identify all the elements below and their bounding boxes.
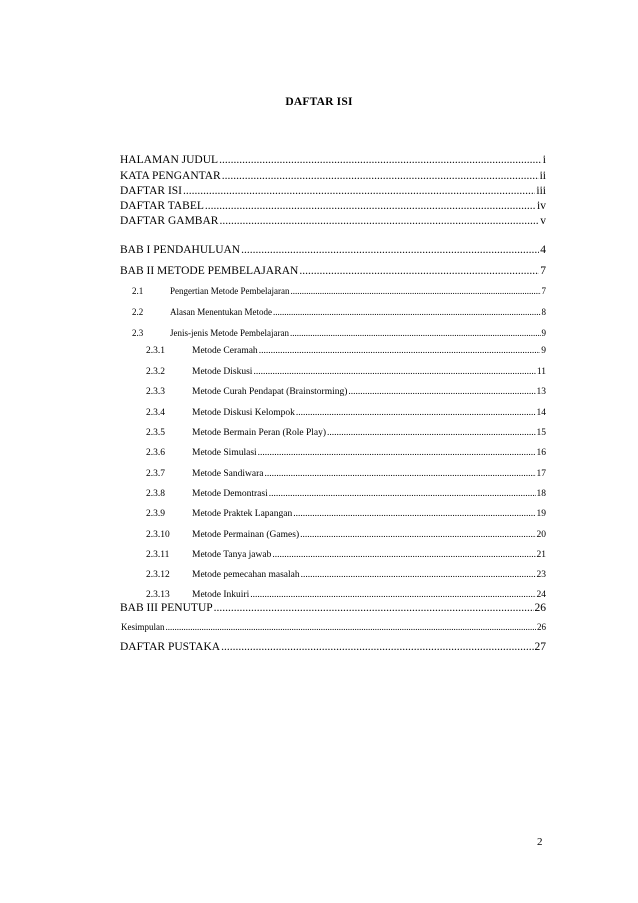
toc-entry-page: 26 (537, 622, 546, 632)
toc-entry-bab-3 (120, 602, 546, 614)
toc-entry-label: DAFTAR TABEL (120, 200, 204, 212)
toc-entry-label: Metode Praktek Lapangan (192, 509, 293, 519)
toc-subsection-2-3-5 (146, 428, 546, 438)
toc-subsection-2-3-4 (146, 408, 546, 418)
toc-entry-label: Metode Sandiwara (192, 469, 264, 479)
dot-leader (166, 622, 537, 632)
toc-entry-daftar-isi (120, 185, 546, 197)
toc-entry-page: 14 (536, 408, 546, 418)
toc-entry-label: HALAMAN JUDUL (120, 154, 219, 166)
toc-entry-label: Metode Ceramah (192, 346, 258, 356)
toc-entry-number: 2.3.12 (146, 570, 170, 580)
toc-entry-daftar-tabel (120, 200, 546, 212)
dot-leader (327, 428, 535, 438)
toc-entry-page: 9 (541, 346, 546, 356)
toc-entry-page: 8 (541, 307, 546, 317)
toc-entry-page: 24 (536, 590, 546, 600)
toc-entry-page: 7 (540, 265, 546, 277)
toc-entry-label: Alasan Menentukan Metode (170, 307, 272, 317)
toc-entry-page: 15 (536, 428, 546, 438)
toc-entry-page: 18 (536, 489, 546, 499)
toc-subsection-2-3-7 (146, 469, 546, 479)
dot-leader (219, 154, 542, 166)
toc-entry-label: Metode Tanya jawab (192, 550, 272, 560)
toc-entry-bab-2 (120, 265, 546, 277)
toc-entry-label: Metode pemecahan masalah (192, 570, 300, 580)
toc-subsection-2-3-3 (146, 387, 546, 397)
toc-entry-number: 2.3.6 (146, 448, 165, 458)
dot-leader (258, 448, 536, 458)
toc-entry-label: Metode Curah Pendapat (Brainstorming) (192, 387, 348, 397)
toc-entry-page: 21 (536, 550, 546, 560)
toc-entry-number: 2.2 (132, 307, 144, 317)
toc-entry-label: BAB I PENDAHULUAN (120, 244, 241, 256)
toc-subsection-2-3-13 (146, 590, 546, 600)
toc-entry-label: Pengertian Metode Pembelajaran (170, 286, 290, 296)
toc-entry-page: 19 (536, 509, 546, 519)
toc-section-2-3 (120, 328, 546, 338)
toc-entry-page: i (542, 154, 546, 166)
toc-entry-page: ii (539, 170, 546, 182)
toc-entry-number: 2.3.7 (146, 469, 165, 479)
toc-entry-page: 11 (536, 367, 546, 377)
toc-entry-page: 13 (536, 387, 546, 397)
dot-leader (241, 244, 539, 256)
toc-entry-number: 2.3 (132, 328, 144, 338)
dot-leader (250, 590, 535, 600)
toc-entry-page: 26 (534, 602, 546, 614)
toc-entry-label: DAFTAR ISI (120, 185, 183, 197)
toc-entry-number: 2.3.11 (146, 550, 170, 560)
toc-entry-page: 9 (541, 328, 546, 338)
toc-entry-label: Metode Inkuiri (192, 590, 250, 600)
toc-entry-number: 2.3.8 (146, 489, 165, 499)
dot-leader (219, 215, 539, 227)
toc-entry-number: 2.3.1 (146, 346, 165, 356)
toc-entry-number: 2.3.4 (146, 408, 165, 418)
toc-entry-page: 4 (540, 244, 546, 256)
toc-entry-page: 20 (536, 530, 546, 540)
toc-entry-page: 27 (534, 641, 546, 653)
toc-entry-page: v (540, 215, 546, 227)
dot-leader (293, 509, 535, 519)
toc-entry-label: Metode Permainan (Games) (192, 530, 300, 540)
dot-leader (301, 570, 536, 580)
dot-leader (253, 367, 535, 377)
dot-leader (183, 185, 535, 197)
dot-leader (348, 387, 535, 397)
dot-leader (273, 307, 541, 317)
toc-entry-halaman-judul (120, 154, 546, 166)
toc-entry-label: Metode Simulasi (192, 448, 257, 458)
toc-section-kesimpulan (120, 622, 546, 632)
toc-entry-number: 2.3.3 (146, 387, 165, 397)
toc-entry-label: Metode Diskusi Kelompok (192, 408, 295, 418)
toc-entry-label: DAFTAR PUSTAKA (120, 641, 221, 653)
toc-subsection-2-3-9 (146, 509, 546, 519)
toc-subsection-2-3-1 (146, 346, 546, 356)
toc-entry-page: 23 (536, 570, 546, 580)
toc-entry-number: 2.3.10 (146, 530, 170, 540)
toc-entry-page: 16 (536, 448, 546, 458)
dot-leader (299, 265, 539, 277)
toc-entry-label: DAFTAR GAMBAR (120, 215, 219, 227)
toc-entry-kata-pengantar (120, 170, 546, 182)
toc-subsection-2-3-11 (146, 550, 546, 560)
toc-subsection-2-3-6 (146, 448, 546, 458)
toc-entry-label: KATA PENGANTAR (120, 170, 221, 182)
toc-section-2-1 (120, 286, 546, 296)
toc-entry-label: Metode Diskusi (192, 367, 253, 377)
toc-entry-label: BAB III PENUTUP (120, 602, 213, 614)
dot-leader (221, 641, 533, 653)
toc-section-2-2 (120, 307, 546, 317)
toc-entry-number: 2.3.2 (146, 367, 165, 377)
toc-subsection-2-3-12 (146, 570, 546, 580)
toc-entry-bab-1 (120, 244, 546, 256)
toc-subsection-2-3-10 (146, 530, 546, 540)
dot-leader (290, 328, 541, 338)
dot-leader (296, 408, 536, 418)
page-title: DAFTAR ISI (285, 96, 353, 108)
toc-entry-number: 2.3.13 (146, 590, 170, 600)
toc-entry-number: 2.3.9 (146, 509, 165, 519)
dot-leader (259, 346, 541, 356)
dot-leader (265, 469, 536, 479)
dot-leader (290, 286, 540, 296)
toc-entry-page: iv (537, 200, 546, 212)
toc-entry-daftar-pustaka (120, 641, 546, 653)
dot-leader (269, 489, 536, 499)
dot-leader (222, 170, 539, 182)
toc-entry-daftar-gambar (120, 215, 546, 227)
toc-entry-label: BAB II METODE PEMBELAJARAN (120, 265, 299, 277)
toc-subsection-2-3-8 (146, 489, 546, 499)
toc-entry-number: 2.1 (132, 286, 144, 296)
toc-entry-label: Metode Demontrasi (192, 489, 268, 499)
dot-leader (300, 530, 535, 540)
dot-leader (205, 200, 536, 212)
toc-entry-label: Kesimpulan (121, 622, 165, 632)
toc-entry-label: Jenis-jenis Metode Pembelajaran (170, 328, 289, 338)
toc-entry-page: 17 (536, 469, 546, 479)
dot-leader (214, 602, 534, 614)
page-number: 2 (537, 836, 543, 848)
toc-entry-number: 2.3.5 (146, 428, 165, 438)
toc-entry-label: Metode Bermain Peran (Role Play) (192, 428, 327, 438)
toc-entry-page: 7 (541, 286, 546, 296)
toc-subsection-2-3-2 (146, 367, 546, 377)
dot-leader (272, 550, 535, 560)
toc-entry-page: iii (536, 185, 546, 197)
